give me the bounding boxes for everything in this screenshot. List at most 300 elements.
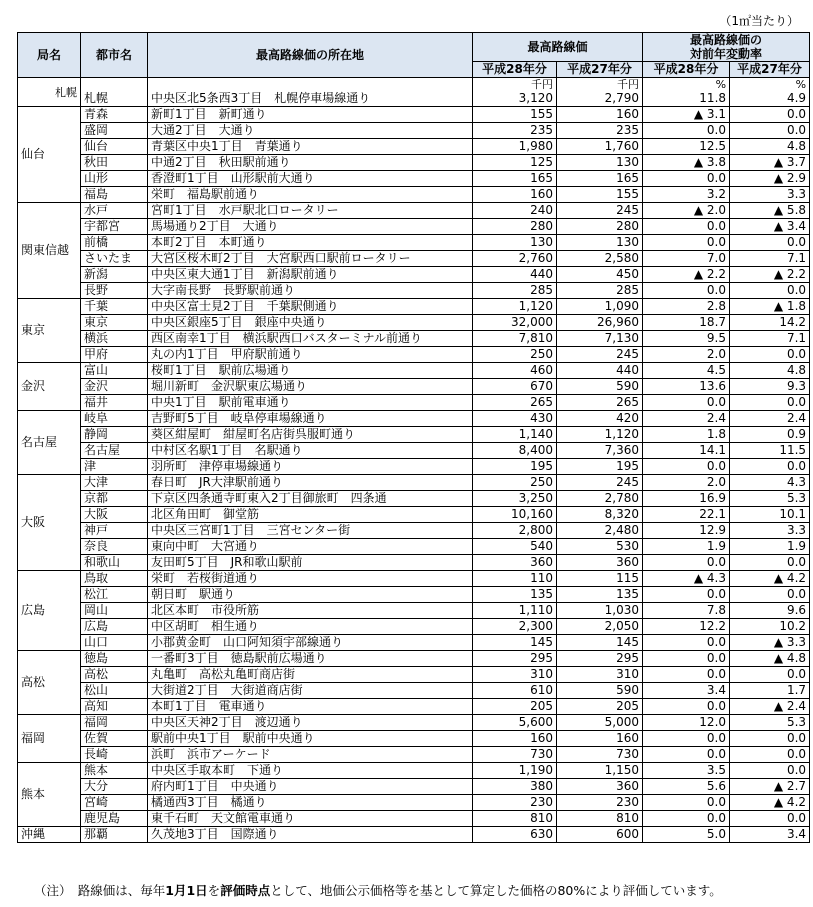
city-cell: 青森: [81, 107, 148, 123]
footnote-rest: として、地価公示価格等を基として算定した価格の80%により評価しています。: [270, 883, 722, 898]
bureau-cell: 福岡: [18, 715, 81, 763]
city-cell: 山口: [81, 635, 148, 651]
table-row: [18, 571, 810, 587]
city-cell: 前橋: [81, 235, 148, 251]
table-row: [18, 587, 810, 603]
price-h27-cell: 7,130: [557, 331, 643, 347]
rate-h28-cell: 12.2: [643, 619, 730, 635]
bureau-cell: 仙台: [18, 107, 81, 203]
rosenka-table: [17, 32, 810, 843]
rate-h28-cell: 11.8: [643, 91, 730, 107]
rate-h28-cell: 0.0: [643, 811, 730, 827]
rate-h28-cell: 0.0: [643, 283, 730, 299]
rate-h28-cell: 3.5: [643, 763, 730, 779]
price-h27-cell: 1,090: [557, 299, 643, 315]
rate-h28-cell: 0.0: [643, 667, 730, 683]
location-cell: 宮町1丁目 水戸駅北口ロータリー: [148, 203, 473, 219]
table-row: [18, 283, 810, 299]
bureau-cell: 関東信越: [18, 203, 81, 299]
location-cell: 橘通西3丁目 橘通り: [148, 795, 473, 811]
footnote-prefix: （注） 路線価は、毎年: [34, 883, 166, 898]
table-row: [18, 139, 810, 155]
rate-h28-cell: 5.6: [643, 779, 730, 795]
price-h27-cell: 160: [557, 731, 643, 747]
city-cell: 大分: [81, 779, 148, 795]
rate-h28-cell: 0.0: [643, 459, 730, 475]
rate-h28-cell: 7.0: [643, 251, 730, 267]
city-cell: 高知: [81, 699, 148, 715]
price-h27-cell: 155: [557, 187, 643, 203]
rate-h27-cell: 0.0: [730, 283, 810, 299]
price-h27-cell: 145: [557, 635, 643, 651]
unit-note: （1㎡当たり）: [719, 14, 799, 28]
rate-h27-cell: ▲ 4.8: [730, 651, 810, 667]
table-row: [18, 251, 810, 267]
price-h28-cell: 295: [473, 651, 557, 667]
city-cell: さいたま: [81, 251, 148, 267]
location-cell: 中央区手取本町 下通り: [148, 763, 473, 779]
price-h28-cell: 380: [473, 779, 557, 795]
rate-h27-cell: ▲ 2.9: [730, 171, 810, 187]
price-h28-cell: 360: [473, 555, 557, 571]
unit-rate-cell: %: [643, 78, 730, 92]
header-rate: 最高路線価の 対前年変動率: [643, 33, 810, 62]
table-row: [18, 315, 810, 331]
price-h28-cell: 130: [473, 235, 557, 251]
unit-price-cell: 千円: [557, 78, 643, 92]
price-h27-cell: 26,960: [557, 315, 643, 331]
rate-h27-cell: 7.1: [730, 251, 810, 267]
price-h28-cell: 250: [473, 475, 557, 491]
price-h27-cell: 285: [557, 283, 643, 299]
table-row: [18, 651, 810, 667]
rate-h28-cell: 7.8: [643, 603, 730, 619]
price-h28-cell: 540: [473, 539, 557, 555]
city-cell: 奈良: [81, 539, 148, 555]
rate-h28-cell: 0.0: [643, 651, 730, 667]
city-cell: 京都: [81, 491, 148, 507]
rate-h27-cell: ▲ 2.7: [730, 779, 810, 795]
rate-h27-cell: 0.0: [730, 763, 810, 779]
bureau-cell: 広島: [18, 571, 81, 651]
city-cell: 徳島: [81, 651, 148, 667]
price-h28-cell: 430: [473, 411, 557, 427]
rate-h28-cell: 0.0: [643, 795, 730, 811]
price-h28-cell: 110: [473, 571, 557, 587]
city-cell: 岡山: [81, 603, 148, 619]
price-h27-cell: 235: [557, 123, 643, 139]
rate-h27-cell: ▲ 4.2: [730, 795, 810, 811]
table-row: [18, 331, 810, 347]
header-price-h28: 平成28年分: [473, 62, 557, 78]
city-cell: 広島: [81, 619, 148, 635]
table-row: [18, 827, 810, 843]
location-cell: 馬場通り2丁目 大通り: [148, 219, 473, 235]
rate-h27-cell: ▲ 2.4: [730, 699, 810, 715]
price-h28-cell: 5,600: [473, 715, 557, 731]
bureau-cell: 沖縄: [18, 827, 81, 843]
price-h27-cell: 8,320: [557, 507, 643, 523]
location-cell: 大街道2丁目 大街道商店街: [148, 683, 473, 699]
location-cell: 大字南長野 長野駅前通り: [148, 283, 473, 299]
rate-h27-cell: 0.0: [730, 811, 810, 827]
price-h28-cell: 285: [473, 283, 557, 299]
table-row: [18, 763, 810, 779]
city-cell: 松山: [81, 683, 148, 699]
bureau-cell: 高松: [18, 651, 81, 715]
rate-h27-cell: 0.0: [730, 235, 810, 251]
city-cell: 甲府: [81, 347, 148, 363]
unit-price-cell: 千円: [473, 78, 557, 92]
header-rate-h28: 平成28年分: [643, 62, 730, 78]
bureau-cell: 金沢: [18, 363, 81, 411]
location-cell: 浜町 浜市アーケード: [148, 747, 473, 763]
price-h27-cell: 360: [557, 779, 643, 795]
rate-h28-cell: 3.2: [643, 187, 730, 203]
bureau-cell: 札幌: [18, 78, 81, 107]
city-cell: 秋田: [81, 155, 148, 171]
price-h27-cell: 205: [557, 699, 643, 715]
table-row: [18, 603, 810, 619]
price-h27-cell: 1,760: [557, 139, 643, 155]
rate-h28-cell: 0.0: [643, 123, 730, 139]
city-cell: 金沢: [81, 379, 148, 395]
rate-h28-cell: 0.0: [643, 587, 730, 603]
location-cell: 大宮区桜木町2丁目 大宮駅西口駅前ロータリー: [148, 251, 473, 267]
price-h27-cell: 1,030: [557, 603, 643, 619]
location-cell: 北区本町 市役所筋: [148, 603, 473, 619]
price-h27-cell: 590: [557, 379, 643, 395]
rate-h28-cell: 0.0: [643, 395, 730, 411]
rate-h27-cell: 7.1: [730, 331, 810, 347]
table-row: [18, 107, 810, 123]
price-h27-cell: 2,050: [557, 619, 643, 635]
rate-h27-cell: 3.3: [730, 523, 810, 539]
rate-h27-cell: ▲ 1.8: [730, 299, 810, 315]
price-h28-cell: 1,140: [473, 427, 557, 443]
price-h28-cell: 155: [473, 107, 557, 123]
price-h28-cell: 3,120: [473, 91, 557, 107]
price-h27-cell: 2,790: [557, 91, 643, 107]
location-cell: 香澄町1丁目 山形駅前大通り: [148, 171, 473, 187]
location-cell: 久茂地3丁目 国際通り: [148, 827, 473, 843]
rate-h28-cell: 2.4: [643, 411, 730, 427]
rate-h28-cell: 9.5: [643, 331, 730, 347]
unit-blank-cell: [148, 78, 473, 92]
price-h28-cell: 670: [473, 379, 557, 395]
price-h28-cell: 145: [473, 635, 557, 651]
rate-h28-cell: 12.9: [643, 523, 730, 539]
rate-h28-cell: 0.0: [643, 731, 730, 747]
footnote-mid: を: [207, 883, 221, 898]
rate-h28-cell: 2.0: [643, 347, 730, 363]
rate-h28-cell: 0.0: [643, 635, 730, 651]
rate-h27-cell: 4.9: [730, 91, 810, 107]
rate-h28-cell: 0.0: [643, 219, 730, 235]
price-h28-cell: 2,300: [473, 619, 557, 635]
price-h27-cell: 165: [557, 171, 643, 187]
city-cell: 福井: [81, 395, 148, 411]
price-h27-cell: 600: [557, 827, 643, 843]
price-h27-cell: 295: [557, 651, 643, 667]
location-cell: 西区南幸1丁目 横浜駅西口バスターミナル前通り: [148, 331, 473, 347]
header-price: 最高路線価: [473, 33, 643, 62]
city-cell: 鳥取: [81, 571, 148, 587]
city-cell: 鹿児島: [81, 811, 148, 827]
city-cell: 宮崎: [81, 795, 148, 811]
rate-h27-cell: 0.0: [730, 347, 810, 363]
city-cell: 名古屋: [81, 443, 148, 459]
table-row: [18, 171, 810, 187]
location-cell: 下京区四条通寺町東入2丁目御旅町 四条通: [148, 491, 473, 507]
table-row: [18, 539, 810, 555]
table-row: [18, 635, 810, 651]
price-h28-cell: 440: [473, 267, 557, 283]
rate-h27-cell: 1.9: [730, 539, 810, 555]
location-cell: 中央1丁目 駅前電車通り: [148, 395, 473, 411]
rate-h28-cell: 4.5: [643, 363, 730, 379]
rate-h27-cell: 0.0: [730, 587, 810, 603]
price-h28-cell: 250: [473, 347, 557, 363]
price-h28-cell: 32,000: [473, 315, 557, 331]
rate-h27-cell: 0.0: [730, 667, 810, 683]
rate-h27-cell: 1.7: [730, 683, 810, 699]
price-h28-cell: 240: [473, 203, 557, 219]
price-h28-cell: 810: [473, 811, 557, 827]
location-cell: 中央区富士見2丁目 千葉駅側通り: [148, 299, 473, 315]
city-cell: 水戸: [81, 203, 148, 219]
table-row: [18, 267, 810, 283]
rate-h28-cell: 1.9: [643, 539, 730, 555]
rate-h27-cell: 0.0: [730, 555, 810, 571]
table-row: [18, 619, 810, 635]
price-h27-cell: 115: [557, 571, 643, 587]
city-cell: 札幌: [81, 91, 148, 107]
price-h27-cell: 230: [557, 795, 643, 811]
price-h28-cell: 1,980: [473, 139, 557, 155]
rate-h27-cell: 0.0: [730, 123, 810, 139]
price-h28-cell: 280: [473, 219, 557, 235]
city-cell: 盛岡: [81, 123, 148, 139]
price-h28-cell: 610: [473, 683, 557, 699]
location-cell: 本町2丁目 本町通り: [148, 235, 473, 251]
price-h28-cell: 1,110: [473, 603, 557, 619]
location-cell: 丸の内1丁目 甲府駅前通り: [148, 347, 473, 363]
location-cell: 東向中町 大宮通り: [148, 539, 473, 555]
rate-h27-cell: ▲ 3.3: [730, 635, 810, 651]
table-row: [18, 347, 810, 363]
rate-h27-cell: ▲ 4.2: [730, 571, 810, 587]
rate-h27-cell: 14.2: [730, 315, 810, 331]
rate-h27-cell: 0.0: [730, 459, 810, 475]
location-cell: 北区角田町 御堂筋: [148, 507, 473, 523]
location-cell: 吉野町5丁目 岐阜停車場線通り: [148, 411, 473, 427]
table-row: [18, 235, 810, 251]
rate-h27-cell: 0.0: [730, 747, 810, 763]
price-h27-cell: 2,480: [557, 523, 643, 539]
city-cell: 福島: [81, 187, 148, 203]
price-h28-cell: 7,810: [473, 331, 557, 347]
table-row: [18, 491, 810, 507]
bureau-cell: 東京: [18, 299, 81, 363]
price-h28-cell: 310: [473, 667, 557, 683]
unit-row: [18, 78, 810, 92]
location-cell: 葵区紺屋町 紺屋町名店街呉服町通り: [148, 427, 473, 443]
table-row: [18, 475, 810, 491]
price-h27-cell: 245: [557, 203, 643, 219]
price-h27-cell: 440: [557, 363, 643, 379]
header-rate-h27: 平成27年分: [730, 62, 810, 78]
rate-h28-cell: 1.8: [643, 427, 730, 443]
price-h28-cell: 460: [473, 363, 557, 379]
rate-h28-cell: 0.0: [643, 235, 730, 251]
rate-h27-cell: 2.4: [730, 411, 810, 427]
city-cell: 静岡: [81, 427, 148, 443]
price-h27-cell: 2,780: [557, 491, 643, 507]
rate-h27-cell: 0.0: [730, 731, 810, 747]
table-row: [18, 747, 810, 763]
city-cell: 富山: [81, 363, 148, 379]
location-cell: 朝日町 駅通り: [148, 587, 473, 603]
price-h28-cell: 195: [473, 459, 557, 475]
header-bureau: 局名: [18, 33, 81, 78]
price-h27-cell: 7,360: [557, 443, 643, 459]
bureau-cell: 大阪: [18, 475, 81, 571]
rate-h27-cell: 9.3: [730, 379, 810, 395]
price-h28-cell: 2,760: [473, 251, 557, 267]
rate-h27-cell: 5.3: [730, 491, 810, 507]
price-h27-cell: 130: [557, 235, 643, 251]
location-cell: 中村区名駅1丁目 名駅通り: [148, 443, 473, 459]
price-h27-cell: 1,150: [557, 763, 643, 779]
table-row: [18, 203, 810, 219]
price-h28-cell: 135: [473, 587, 557, 603]
rate-h27-cell: ▲ 5.8: [730, 203, 810, 219]
location-cell: 東千石町 天文館電車通り: [148, 811, 473, 827]
price-h28-cell: 125: [473, 155, 557, 171]
price-h27-cell: 245: [557, 475, 643, 491]
price-h27-cell: 450: [557, 267, 643, 283]
table-row: [18, 779, 810, 795]
table-body: [18, 78, 810, 843]
footnote: [34, 881, 722, 899]
rate-h27-cell: 0.0: [730, 107, 810, 123]
table-row: [18, 811, 810, 827]
city-cell: 横浜: [81, 331, 148, 347]
location-cell: 青葉区中央1丁目 青葉通り: [148, 139, 473, 155]
bureau-cell: 名古屋: [18, 411, 81, 475]
city-cell: 長野: [81, 283, 148, 299]
city-cell: 宇都宮: [81, 219, 148, 235]
price-h28-cell: 160: [473, 187, 557, 203]
location-cell: 丸亀町 高松丸亀町商店街: [148, 667, 473, 683]
price-h28-cell: 230: [473, 795, 557, 811]
rate-h27-cell: 4.8: [730, 139, 810, 155]
rate-h27-cell: 4.3: [730, 475, 810, 491]
rate-h27-cell: 11.5: [730, 443, 810, 459]
table-row: [18, 523, 810, 539]
city-cell: 東京: [81, 315, 148, 331]
table-row: [18, 379, 810, 395]
city-cell: 佐賀: [81, 731, 148, 747]
location-cell: 中通2丁目 秋田駅前通り: [148, 155, 473, 171]
rate-h28-cell: 16.9: [643, 491, 730, 507]
location-cell: 栄町 福島駅前通り: [148, 187, 473, 203]
location-cell: 新町1丁目 新町通り: [148, 107, 473, 123]
city-cell: 大阪: [81, 507, 148, 523]
rate-h28-cell: 14.1: [643, 443, 730, 459]
price-h28-cell: 8,400: [473, 443, 557, 459]
location-cell: 中央区東大通1丁目 新潟駅前通り: [148, 267, 473, 283]
city-cell: 高松: [81, 667, 148, 683]
table-row: [18, 555, 810, 571]
rate-h28-cell: ▲ 3.1: [643, 107, 730, 123]
footnote-bold-date: 1月1日: [165, 883, 208, 898]
rate-h28-cell: ▲ 4.3: [643, 571, 730, 587]
location-cell: 大通2丁目 大通り: [148, 123, 473, 139]
unit-blank-cell: [81, 78, 148, 92]
price-h27-cell: 5,000: [557, 715, 643, 731]
location-cell: 駅前中央1丁目 駅前中央通り: [148, 731, 473, 747]
city-cell: 津: [81, 459, 148, 475]
table-row: [18, 123, 810, 139]
location-cell: 本町1丁目 電車通り: [148, 699, 473, 715]
price-h27-cell: 135: [557, 587, 643, 603]
rate-h27-cell: 10.1: [730, 507, 810, 523]
price-h27-cell: 810: [557, 811, 643, 827]
city-cell: 新潟: [81, 267, 148, 283]
location-cell: 中央区天神2丁目 渡辺通り: [148, 715, 473, 731]
rate-h28-cell: 13.6: [643, 379, 730, 395]
price-h27-cell: 2,580: [557, 251, 643, 267]
rate-h27-cell: 3.3: [730, 187, 810, 203]
rate-h28-cell: ▲ 2.0: [643, 203, 730, 219]
rate-h28-cell: 2.0: [643, 475, 730, 491]
location-cell: 春日町 JR大津駅前通り: [148, 475, 473, 491]
rate-h27-cell: 9.6: [730, 603, 810, 619]
location-cell: 栄町 若桜街道通り: [148, 571, 473, 587]
price-h28-cell: 730: [473, 747, 557, 763]
price-h27-cell: 1,120: [557, 427, 643, 443]
city-cell: 福岡: [81, 715, 148, 731]
table-row: [18, 715, 810, 731]
location-cell: 中央区三宮町1丁目 三宮センター街: [148, 523, 473, 539]
price-h28-cell: 160: [473, 731, 557, 747]
city-cell: 長崎: [81, 747, 148, 763]
table-row: [18, 411, 810, 427]
rate-h27-cell: 10.2: [730, 619, 810, 635]
location-cell: 羽所町 津停車場線通り: [148, 459, 473, 475]
price-h28-cell: 235: [473, 123, 557, 139]
price-h27-cell: 130: [557, 155, 643, 171]
city-cell: 那覇: [81, 827, 148, 843]
rate-h28-cell: ▲ 2.2: [643, 267, 730, 283]
price-h27-cell: 245: [557, 347, 643, 363]
rate-h27-cell: ▲ 2.2: [730, 267, 810, 283]
table-row: [18, 395, 810, 411]
rate-h27-cell: 4.8: [730, 363, 810, 379]
location-cell: 友田町5丁目 JR和歌山駅前: [148, 555, 473, 571]
footnote-bold-point: 評価時点: [220, 883, 271, 898]
city-cell: 熊本: [81, 763, 148, 779]
price-h28-cell: 2,800: [473, 523, 557, 539]
table-row: [18, 219, 810, 235]
rate-h28-cell: 5.0: [643, 827, 730, 843]
header-location: 最高路線価の所在地: [148, 33, 473, 78]
location-cell: 中央区北5条西3丁目 札幌停車場線通り: [148, 91, 473, 107]
location-cell: 中区胡町 相生通り: [148, 619, 473, 635]
table-row: [18, 299, 810, 315]
